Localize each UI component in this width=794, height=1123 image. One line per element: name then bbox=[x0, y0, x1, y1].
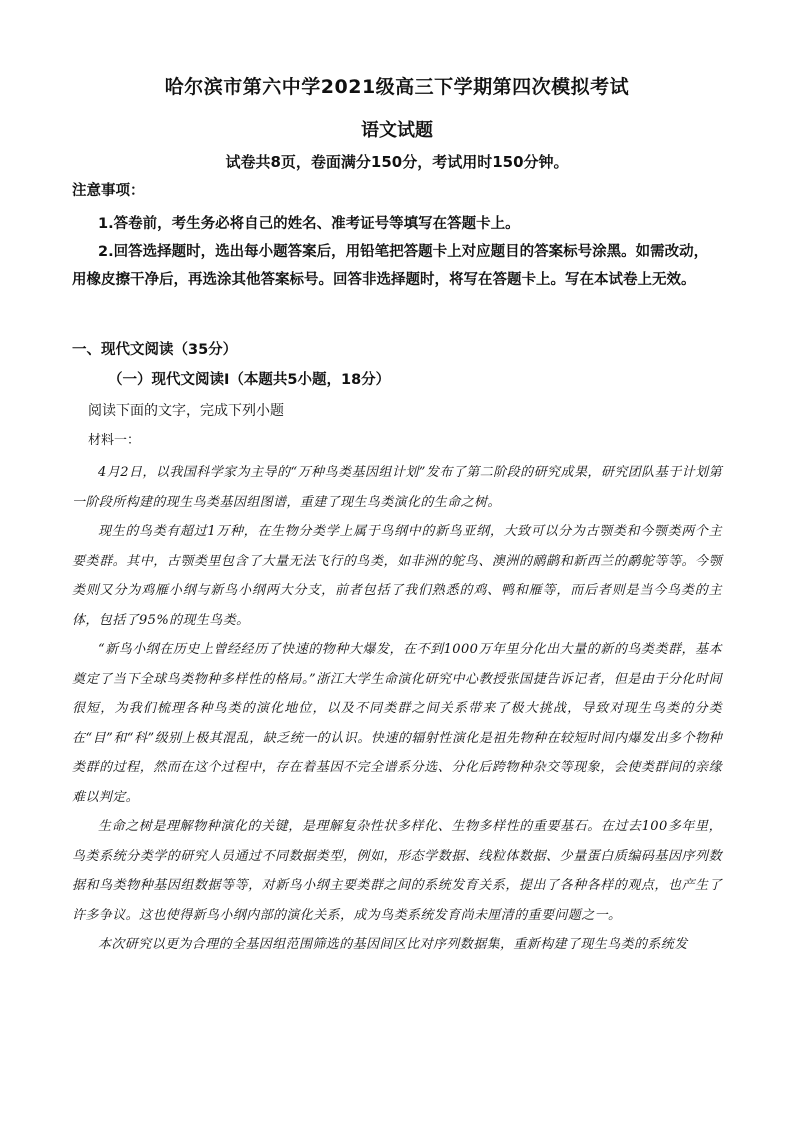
subsection-heading: （一）现代文阅读Ⅰ（本题共5小题，18分） bbox=[108, 372, 391, 388]
passage-paragraph: 本次研究以更为合理的全基因组范围筛选的基因间区比对序列数据集，重新构建了现生鸟类的系统发 bbox=[98, 937, 688, 952]
exam-info: 试卷共8页，卷面满分150分，考试用时150分钟。 bbox=[225, 153, 569, 171]
notice-item: 2.回答选择题时，选出每小题答案后，用铅笔把答题卡上对应题目的答案标号涂黑。如需改动，用橡皮擦干净后，再选涂其他答案标号。回答非选择题时，将写在答题卡上。写在本试卷上无效。 bbox=[72, 244, 709, 288]
subject-title: 语文试题 bbox=[361, 120, 433, 141]
material-label: 材料一： bbox=[88, 433, 141, 448]
notice-item: 1.答卷前，考生务必将自己的姓名、准考证号等填写在答题卡上。 bbox=[98, 216, 520, 232]
notice-list bbox=[72, 210, 722, 294]
section-heading: 一、现代文阅读（35分） bbox=[72, 342, 238, 358]
passage-paragraph: 现生的鸟类有超过1万种，在生物分类学上属于鸟纲中的新鸟亚纲，大致可以分为古颚类和今颚类两个主要类群。其中，古颚类里包含了大量无法飞行的鸟类，如非洲的鸵鸟、澳洲的鸸鹋和新西兰的鹬鸵等等。今颚类则又分为鸡雁小纲与新鸟小纲两大分支，前者包括了我们熟悉的鸡、鸭和雁等，而后者则是当今鸟类的主体，包括了95%的现生鸟类。 bbox=[72, 524, 722, 628]
reading-instruction: 阅读下面的文字，完成下列小题 bbox=[88, 403, 284, 419]
passage-paragraph: “新鸟小纲在历史上曾经经历了快速的物种大爆发，在不到1000万年里分化出大量的新的鸟类类群，基本奠定了当下全球鸟类物种多样性的格局。”浙江大学生命演化研究中心教授张国捷告诉记者，但是由于分化时间很短，为我们梳理各种鸟类的演化地位，以及不同类群之间关系带来了极大挑战，导致对现生鸟类的分类在“目”和“科”级别上极其混乱，缺乏统一的认识。快速的辐射性演化是祖先物种在较短时间内爆发出多个物种类群的过程，然而在这个过程中，存在着基因不完全谱系分选、分化后跨物种杂交等现象，会使类群间的亲缘难以判定。 bbox=[72, 642, 722, 805]
exam-title: 哈尔滨市第六中学2021级高三下学期第四次模拟考试 bbox=[164, 76, 630, 98]
notice-heading: 注意事项： bbox=[72, 183, 145, 199]
passage-paragraph: 4月2日，以我国科学家为主导的“万种鸟类基因组计划”发布了第二阶段的研究成果，研究团队基于计划第一阶段所构建的现生鸟类基因组图谱，重建了现生鸟类演化的生命之树。 bbox=[72, 465, 722, 510]
passage bbox=[72, 458, 722, 960]
passage-paragraph: 生命之树是理解物种演化的关键，是理解复杂性状多样化、生物多样性的重要基石。在过去100多年里，鸟类系统分类学的研究人员通过不同数据类型，例如，形态学数据、线粒体数据、少量蛋白质编码基因序列数据和鸟类物种基因组数据等等，对新鸟小纲主要类群之间的系统发育关系，提出了各种各样的观点，也产生了许多争议。这也使得新鸟小纲内部的演化关系，成为鸟类系统发育尚未厘清的重要问题之一。 bbox=[72, 819, 722, 923]
